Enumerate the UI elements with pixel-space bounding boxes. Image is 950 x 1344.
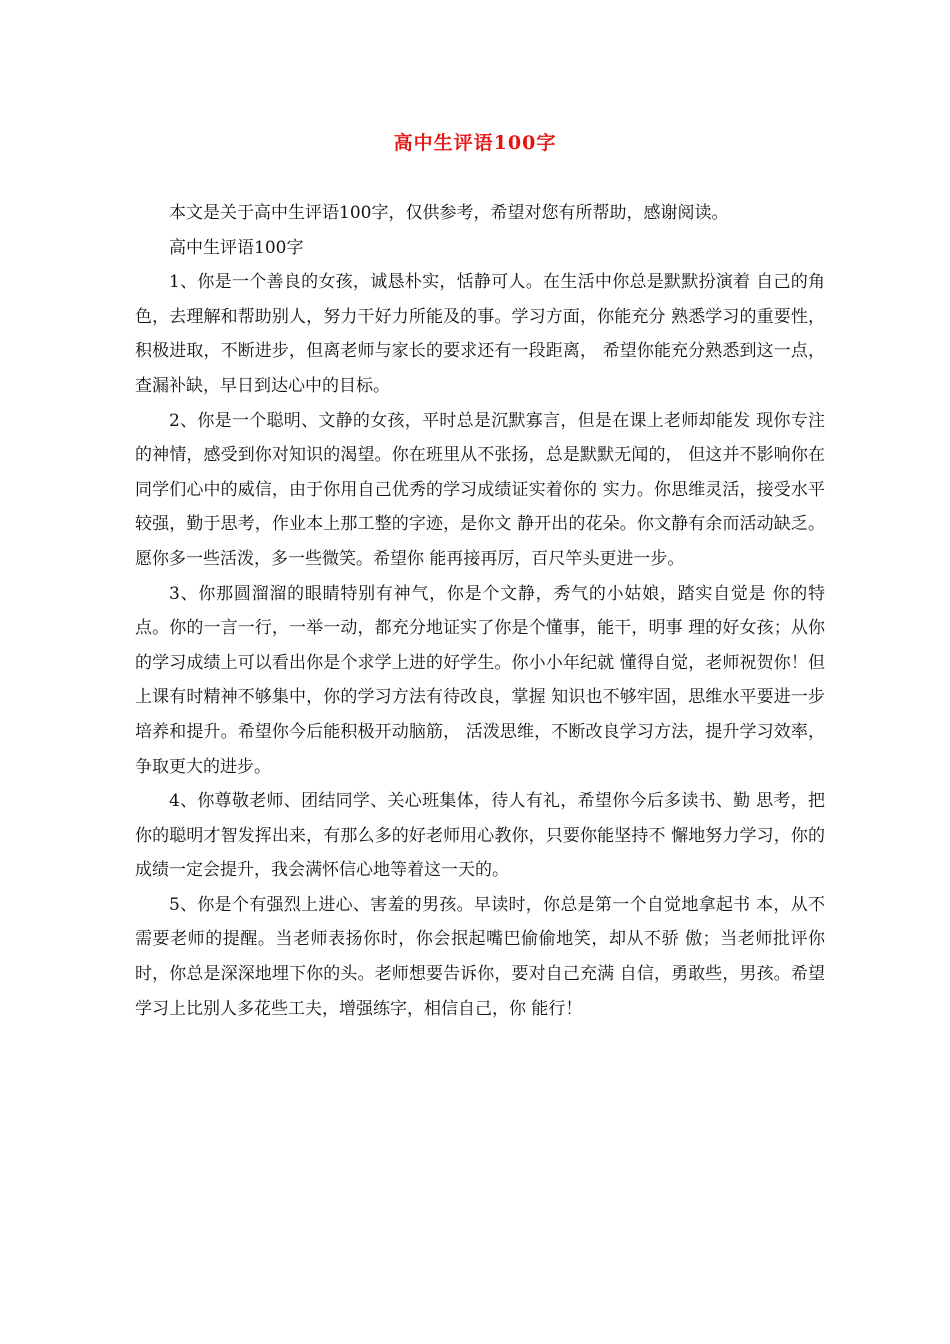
- comment-paragraph-1: 1、你是一个善良的女孩，诚恳朴实，恬静可人。在生活中你总是默默扮演着 自己的角色，去理解和帮助别人，努力干好力所能及的事。学习方面，你能充分 熟悉学习的重要性，积极进取，不断进步，但离老师与家长的要求还有一段距离， 希望你能充分熟悉到这一点，查漏补缺，早日到达心中的目标。: [135, 272, 825, 396]
- comment-paragraph-2: 2、你是一个聪明、文静的女孩，平时总是沉默寡言，但是在课上老师却能发 现你专注的神情，感受到你对知识的渴望。你在班里从不张扬，总是默默无闻的， 但这并不影响你在同学们心中的威信，由于你用自己优秀的学习成绩证实着你的 实力。你思维灵活，接受水平较强，勤于思考，作业本上那工整的字迹，是你文 静开出的花朵。你文静有余而活动缺乏。愿你多一些活泼，多一些微笑。希望你 能再接再厉，百尺竿头更进一步。: [135, 410, 825, 569]
- subtitle-paragraph: 高中生评语100字: [169, 237, 304, 258]
- document-body: [135, 196, 825, 1026]
- comment-paragraph-5: 5、你是个有强烈上进心、害羞的男孩。早读时，你总是第一个自觉地拿起书 本，从不需要老师的提醒。当老师表扬你时，你会抿起嘴巴偷偷地笑，却从不骄 傲；当老师批评你时，你总是深深地埋下你的头。老师想要告诉你，要对自己充满 自信，勇敢些，男孩。希望学习上比别人多花些工夫，增强练字，相信自己，你 能行！: [135, 894, 825, 1019]
- intro-paragraph: 本文是关于高中生评语100字，仅供参考，希望对您有所帮助，感谢阅读。: [169, 203, 729, 223]
- document-title: 高中生评语100字: [393, 132, 557, 154]
- comment-paragraph-3: 3、你那圆溜溜的眼睛特别有神气，你是个文静，秀气的小姑娘，踏实自觉是 你的特点。你的一言一行，一举一动，都充分地证实了你是个懂事，能干，明事 理的好女孩；从你的学习成绩上可以看出你是个求学上进的好学生。你小小年纪就 懂得自觉，老师祝贺你！但上课有时精神不够集中，你的学习方法有待改良，掌握 知识也不够牢固，思维水平要进一步培养和提升。希望你今后能积极开动脑筋， 活泼思维，不断改良学习方法，提升学习效率，争取更大的进步。: [135, 583, 825, 777]
- comment-paragraph-4: 4、你尊敬老师、团结同学、关心班集体，待人有礼，希望你今后多读书、勤 思考，把你的聪明才智发挥出来，有那么多的好老师用心教你，只要你能坚持不 懈地努力学习，你的成绩一定会提升，我会满怀信心地等着这一天的。: [135, 791, 825, 881]
